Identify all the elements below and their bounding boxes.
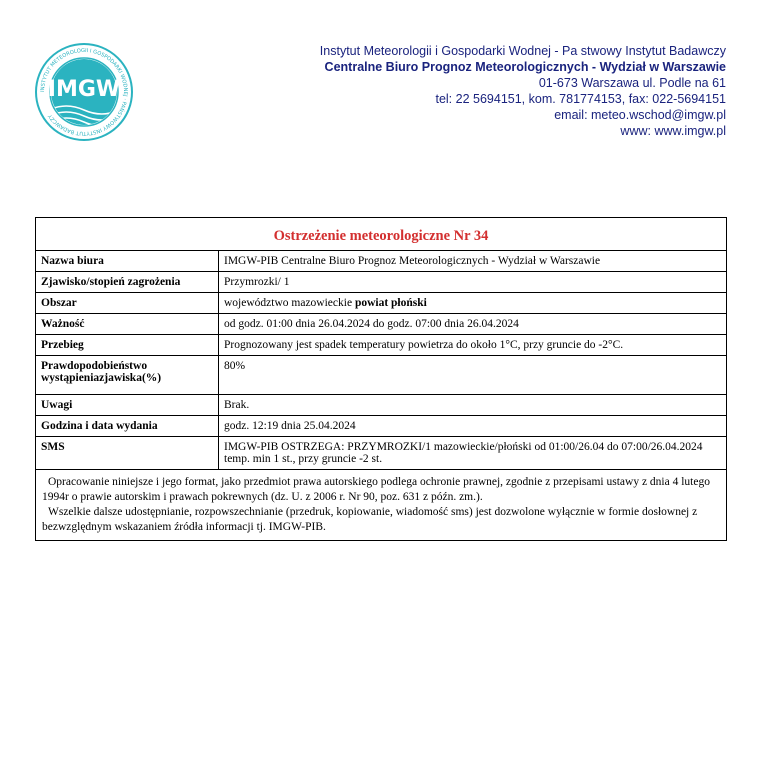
row-value: IMGW-PIB Centralne Biuro Prognoz Meteorologicznych - Wydział w Warszawie: [219, 251, 727, 272]
table-row: [36, 356, 727, 395]
row-value: Prognozowany jest spadek temperatury powietrza do około 1°C, przy gruncie do -2°C.: [219, 335, 727, 356]
table-row: [36, 416, 727, 437]
table-row: [36, 293, 727, 314]
logo-ring-text: INSTYTUT METEOROLOGII I GOSPODARKI WODNEJ · PAŃSTWOWY INSTYTUT BADAWCZY: [39, 47, 129, 137]
row-label: Nazwa biura: [36, 251, 219, 272]
website[interactable]: www: www.imgw.pl: [620, 124, 726, 138]
row-value: Przymrozki/ 1: [219, 272, 727, 293]
row-label: Zjawisko/stopień zagrożenia: [36, 272, 219, 293]
logo-text: IMGW: [47, 77, 121, 102]
area-county: powiat płoński: [354, 297, 427, 309]
row-label: Godzina i data wydania: [36, 416, 219, 437]
copyright-paragraph-1: Opracowanie niniejsze i jego format, jako przedmiot prawa autorskiego podlega ochronie prawnej, zgodnie z przepisami ustawy z dnia 4 lutego 1994r o prawie autorskim i prawach pokrewnych (dz. U. z 2006 r. Nr 90, poz. 631 z późn. zm.).: [42, 476, 710, 503]
table-row: [36, 437, 727, 470]
institute-name: Instytut Meteorologii i Gospodarki Wodnej - Pa stwowy Instytut Badawczy: [319, 44, 726, 58]
bureau-name: Centralne Biuro Prognoz Meteorologicznych - Wydział w Warszawie: [324, 60, 726, 74]
address: 01-673 Warszawa ul. Podle na 61: [538, 76, 726, 90]
email[interactable]: email: meteo.wschod@imgw.pl: [554, 108, 726, 122]
row-label: Prawdopodobieństwo wystąpieniazjawiska(%): [36, 356, 219, 395]
table-row: [36, 335, 727, 356]
row-value: godz. 12:19 dnia 25.04.2024: [219, 416, 727, 437]
table-row: [36, 314, 727, 335]
institute-header: [320, 43, 726, 139]
row-label: Uwagi: [36, 395, 219, 416]
row-value: Brak.: [219, 395, 727, 416]
copyright-notice: [36, 470, 727, 541]
row-label: Obszar: [36, 293, 219, 314]
row-label: Ważność: [36, 314, 219, 335]
warning-title: Ostrzeżenie meteorologiczne Nr 34: [36, 218, 727, 251]
row-value: [219, 293, 727, 314]
copyright-paragraph-2: Wszelkie dalsze udostępnianie, rozpowszechnianie (przedruk, kopiowanie, wiadomość sms) jest dozwolone wyłącznie w formie dosłownej z bezwzględnym wskazaniem źródła informacji tj. IMGW-PIB.: [42, 506, 698, 533]
phone: tel: 22 5694151, kom. 781774153, fax: 022-5694151: [435, 92, 726, 106]
area-region: województwo mazowieckie: [224, 297, 355, 309]
row-label: Przebieg: [36, 335, 219, 356]
row-label: SMS: [36, 437, 219, 470]
imgw-logo-graphic: [34, 42, 134, 142]
warning-table: [35, 217, 727, 541]
table-row: [36, 395, 727, 416]
table-row: [36, 272, 727, 293]
row-value: 80%: [219, 356, 727, 395]
row-value: IMGW-PIB OSTRZEGA: PRZYMROZKI/1 mazowieckie/płoński od 01:00/26.04 do 07:00/26.04.2024 temp. min 1 st., przy gruncie -2 st.: [219, 437, 727, 470]
table-row: [36, 251, 727, 272]
imgw-logo: [34, 42, 134, 142]
row-value: od godz. 01:00 dnia 26.04.2024 do godz. 07:00 dnia 26.04.2024: [219, 314, 727, 335]
